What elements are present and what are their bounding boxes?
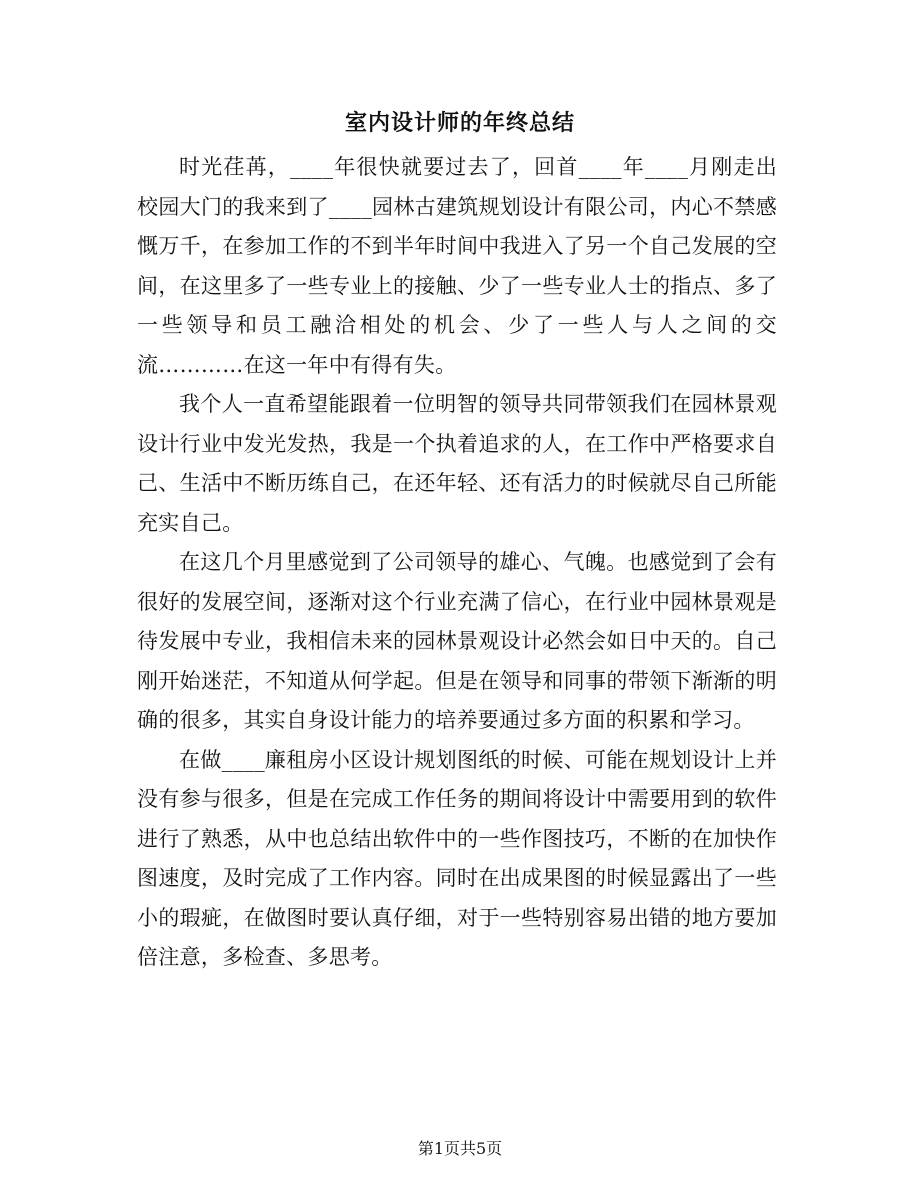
paragraph-1: 时光荏苒，____年很快就要过去了，回首____年____月刚走出校园大门的我来到了____园林古建筑规划设计有限公司，内心不禁感慨万千，在参加工作的不到半年时间中我进入了另一个自己发展的空间，在这里多了一些专业上的接触、少了一些专业人士的指点、多了一些领导和员工融洽相处的机会、少了一些人与人之间的交流…………在这一年中有得有失。: [137, 155, 777, 377]
paragraph-2: 我个人一直希望能跟着一位明智的领导共同带领我们在园林景观设计行业中发光发热，我是一个执着追求的人，在工作中严格要求自己、生活中不断历练自己，在还年轻、还有活力的时候就尽自己所能充实自己。: [137, 392, 777, 535]
document-body: [137, 148, 777, 978]
paragraph-3: 在这几个月里感觉到了公司领导的雄心、气魄。也感觉到了会有很好的发展空间，逐渐对这个行业充满了信心，在行业中园林景观是待发展中专业，我相信未来的园林景观设计必然会如日中天的。自己刚开始迷茫，不知道从何学起。但是在领导和同事的带领下渐渐的明确的很多，其实自身设计能力的培养要通过多方面的积累和学习。: [137, 550, 777, 732]
paragraph-4: 在做____廉租房小区设计规划图纸的时候、可能在规划设计上并没有参与很多，但是在完成工作任务的期间将设计中需要用到的软件进行了熟悉，从中也总结出软件中的一些作图技巧，不断的在加快作图速度，及时完成了工作内容。同时在出成果图的时候显露出了一些小的瑕疵，在做图时要认真仔细，对于一些特别容易出错的地方要加倍注意，多检查、多思考。: [137, 747, 777, 969]
document-title: 室内设计师的年终总结: [344, 110, 575, 136]
page-number-footer: 第1页共5页: [417, 1139, 503, 1158]
